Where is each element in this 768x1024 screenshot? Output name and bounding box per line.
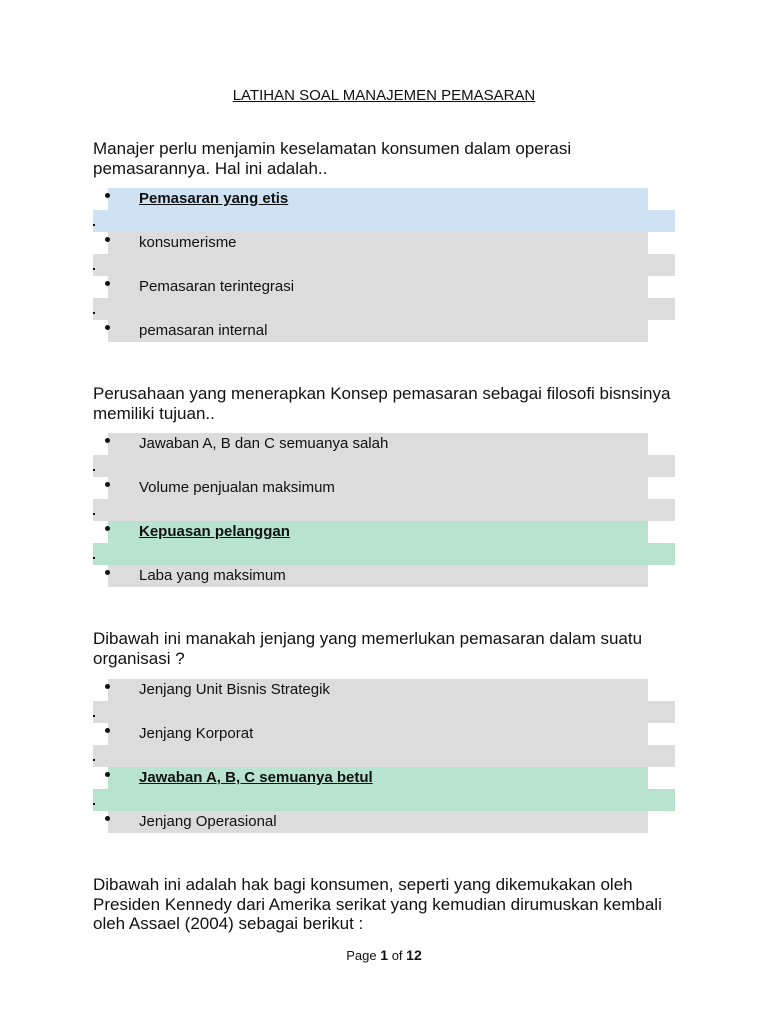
dot-icon bbox=[93, 224, 95, 226]
bullet-icon bbox=[105, 193, 110, 198]
bullet-icon bbox=[105, 816, 110, 821]
bullet-icon bbox=[105, 684, 110, 689]
page-footer bbox=[0, 947, 768, 963]
option-1c[interactable] bbox=[108, 276, 648, 298]
option-1c-tail bbox=[93, 298, 675, 320]
option-1a-tail bbox=[93, 210, 675, 232]
bullet-icon bbox=[105, 772, 110, 777]
option-label: Jenjang Korporat bbox=[139, 725, 254, 742]
option-label: Volume penjualan maksimum bbox=[139, 479, 335, 496]
option-3c[interactable] bbox=[108, 767, 648, 789]
current-page: 1 bbox=[380, 947, 389, 963]
option-label: konsumerisme bbox=[139, 234, 237, 251]
dot-icon bbox=[93, 803, 95, 805]
option-1d[interactable] bbox=[108, 320, 648, 342]
dot-icon bbox=[93, 268, 95, 270]
option-3c-tail bbox=[93, 789, 675, 811]
bullet-icon bbox=[105, 728, 110, 733]
option-1b-tail bbox=[93, 254, 675, 276]
document-title: LATIHAN SOAL MANAJEMEN PEMASARAN bbox=[232, 87, 536, 104]
option-label: Jenjang Unit Bisnis Strategik bbox=[139, 681, 330, 698]
option-label: Jawaban A, B dan C semuanya salah bbox=[139, 435, 389, 452]
question-3-text: Dibawah ini manakah jenjang yang memerlukan pemasaran dalam suatu organisasi ? bbox=[93, 629, 643, 668]
dot-icon bbox=[93, 513, 95, 515]
option-label: Pemasaran terintegrasi bbox=[139, 278, 295, 295]
bullet-icon bbox=[105, 438, 110, 443]
bullet-icon bbox=[105, 482, 110, 487]
option-3b-tail bbox=[93, 745, 675, 767]
option-2b[interactable] bbox=[108, 477, 648, 499]
bullet-icon bbox=[105, 570, 110, 575]
option-label: Laba yang maksimum bbox=[139, 567, 286, 584]
option-3b[interactable] bbox=[108, 723, 648, 745]
dot-icon bbox=[93, 759, 95, 761]
option-label: pemasaran internal bbox=[139, 322, 268, 339]
option-label: Jenjang Operasional bbox=[139, 813, 277, 830]
option-3a-tail bbox=[93, 701, 675, 723]
total-pages: 12 bbox=[406, 947, 422, 963]
option-2d[interactable] bbox=[108, 565, 648, 587]
option-2c-tail bbox=[93, 543, 675, 565]
bullet-icon bbox=[105, 526, 110, 531]
option-2a-tail bbox=[93, 455, 675, 477]
option-1a[interactable] bbox=[108, 188, 648, 210]
dot-icon bbox=[93, 312, 95, 314]
option-2b-tail bbox=[93, 499, 675, 521]
question-1-text: Manajer perlu menjamin keselamatan konsumen dalam operasi pemasarannya. Hal ini adalah.. bbox=[93, 139, 572, 178]
page-of-label: of bbox=[391, 948, 403, 963]
option-3a[interactable] bbox=[108, 679, 648, 701]
dot-icon bbox=[93, 715, 95, 717]
page-label: Page bbox=[346, 948, 377, 963]
dot-icon bbox=[93, 557, 95, 559]
question-2-text: Perusahaan yang menerapkan Konsep pemasaran sebagai filosofi bisnsinya memiliki tujuan.. bbox=[93, 384, 671, 423]
question-4-text: Dibawah ini adalah hak bagi konsumen, seperti yang dikemukakan oleh Presiden Kennedy dari Amerika serikat yang kemudian dirumuskan kembali oleh Assael (2004) sebagai berikut : bbox=[93, 875, 662, 933]
dot-icon bbox=[93, 469, 95, 471]
option-label: Jawaban A, B, C semuanya betul bbox=[139, 769, 373, 786]
option-2a[interactable] bbox=[108, 433, 648, 455]
option-1b[interactable] bbox=[108, 232, 648, 254]
bullet-icon bbox=[105, 237, 110, 242]
bullet-icon bbox=[105, 281, 110, 286]
option-2c[interactable] bbox=[108, 521, 648, 543]
option-label: Pemasaran yang etis bbox=[139, 190, 289, 207]
option-label: Kepuasan pelanggan bbox=[139, 523, 290, 540]
bullet-icon bbox=[105, 325, 110, 330]
option-3d[interactable] bbox=[108, 811, 648, 833]
